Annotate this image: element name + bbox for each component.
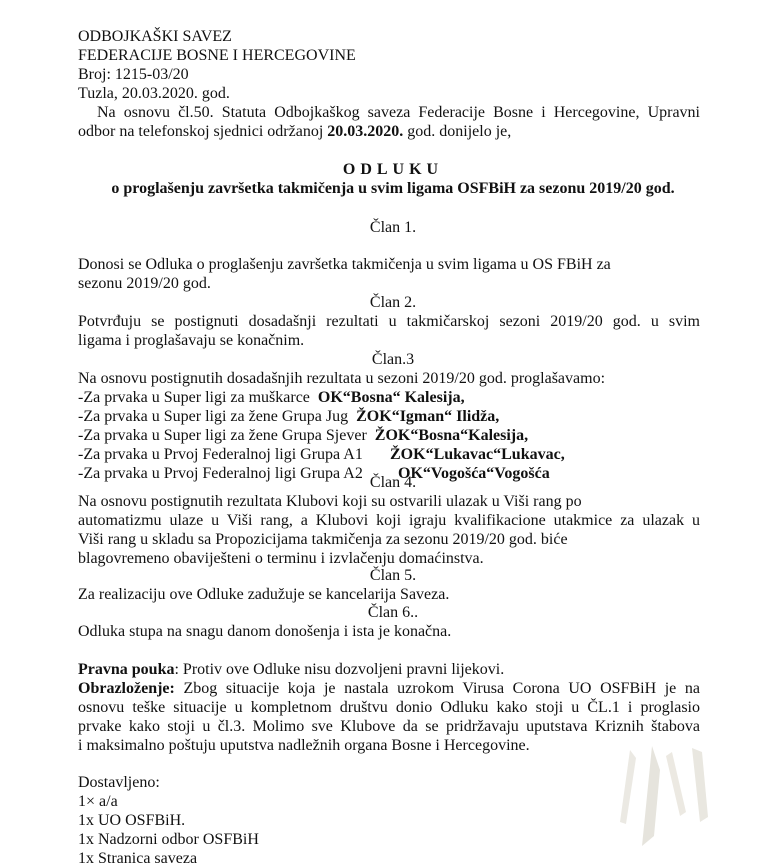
article-1-line1: Donosi se Odluka o proglašenju završetka takmičenja u svim ligama u OS FBiH za <box>78 256 611 273</box>
explanation-text: Zbog situacije koja je nastala uzrokom Virusa Corona UO OSFBiH je na <box>174 680 700 697</box>
article-3-intro: Na osnovu postignutih dosadašnjih rezultata u sezoni 2019/20 god. proglašavamo: <box>78 370 606 387</box>
article-4-line3: Viši rang u skladu sa Propozicijama takmičenja za sezonu 2019/20 god. biće <box>78 531 568 548</box>
distribution-item: 1× a/a <box>78 793 118 810</box>
champion-row <box>78 426 528 445</box>
champion-league: -Za prvaka u Prvoj Federalnoj ligi Grupa A2 <box>78 465 363 482</box>
decision-subtitle: o proglašenju završetka takmičenja u svim ligama OSFBiH za sezonu 2019/20 god. <box>111 180 675 197</box>
explanation-line2: osnovu teške situacije u kompletnom društvu donio Odluku kako stoji u ČL.1 i proglasio <box>78 699 700 716</box>
article-6-line1: Odluka stupa na snagu danom donošenja i ista je konačna. <box>78 623 452 640</box>
distribution-item: 1x UO OSFBiH. <box>78 812 186 829</box>
legal-remedy-text: : Protiv ove Odluke nisu dozvoljeni pravni lijekovi. <box>174 661 505 678</box>
distribution-item: 1x Stranica saveza <box>78 850 198 867</box>
intro-text-end: god. donijelo je, <box>403 123 512 140</box>
article-2-line1: Potvrđuju se postignuti dosadašnji rezultati u takmičarskoj sezoni 2019/20 god. u svim <box>78 313 700 330</box>
champion-club: OK“Vogošća“Vogošća <box>398 465 550 482</box>
intro-line2 <box>78 122 511 141</box>
champion-row <box>78 445 565 464</box>
article-2-line2: ligama i proglašavaju se konačnim. <box>78 332 305 349</box>
legal-remedy-label: Pravna pouka <box>78 661 175 678</box>
org-name-line2: FEDERACIJE BOSNE I HERCEGOVINE <box>78 47 356 64</box>
distribution-item: 1x Nadzorni odbor OSFBiH <box>78 831 259 848</box>
article-6-heading: Član 6.. <box>367 604 419 621</box>
federation-logo-watermark-icon <box>600 742 730 852</box>
intro-text: odbor na telefonskoj sjednici održanoj <box>78 123 328 140</box>
explanation-line4: i maksimalno poštuju uputstva nadležnih organa Bosne i Hercegovine. <box>78 737 530 754</box>
champion-row <box>78 407 499 426</box>
champion-club: ŽOK“Lukavac“Lukavac, <box>390 446 565 463</box>
champion-league: -Za prvaka u Super ligi za muškarce <box>78 389 310 406</box>
champion-club: ŽOK“Igman“ Ilidža, <box>356 408 500 425</box>
intro-line1: Na osnovu čl.50. Statuta Odbojkaškog saveza Federacije Bosne i Hercegovine, Upravni <box>97 104 700 121</box>
article-4-line2: automatizmu ulaze u Viši rang, a Klubovi koji igraju kvalifikacione utakmice za ulazak u <box>78 512 700 529</box>
article-5-line1: Za realizaciju ove Odluke zadužuje se kancelarija Saveza. <box>78 586 450 603</box>
explanation-line3: prvake kako stoji u čl.3. Molimo sve Klubove da se pridržavaju uputstava Kriznih štabova <box>78 718 700 735</box>
explanation-line1 <box>78 679 700 698</box>
article-5-heading: Član 5. <box>369 567 417 584</box>
org-name-line1: ODBOJKAŠKI SAVEZ <box>78 28 232 45</box>
article-4-heading: Član 4. <box>369 474 417 491</box>
place-date: Tuzla, 20.03.2020. god. <box>78 85 230 102</box>
champion-league: -Za prvaka u Prvoj Federalnoj ligi Grupa A1 <box>78 446 363 463</box>
champion-league: -Za prvaka u Super ligi za žene Grupa Sjever <box>78 427 367 444</box>
distribution-label: Dostavljeno: <box>78 774 160 791</box>
decision-title: ODLUKU <box>342 161 444 178</box>
article-4-line4: blagovremeno obaviješteni o terminu i izvlačenju domaćinstva. <box>78 550 484 567</box>
champion-league: -Za prvaka u Super ligi za žene Grupa Jug <box>78 408 349 425</box>
champion-row <box>78 388 465 407</box>
explanation-label: Obrazloženje: <box>78 680 175 697</box>
article-4-line1: Na osnovu postignutih rezultata Klubovi koji su ostvarili ulazak u Viši rang po <box>78 493 582 510</box>
article-1-line2: sezonu 2019/20 god. <box>78 275 211 292</box>
article-1-heading: Član 1. <box>369 219 417 236</box>
article-2-heading: Član 2. <box>369 294 417 311</box>
champion-club: ŽOK“Bosna“Kalesija, <box>374 427 529 444</box>
document-number: Broj: 1215-03/20 <box>78 66 189 83</box>
legal-remedy <box>78 660 504 679</box>
session-date: 20.03.2020. <box>327 123 404 140</box>
champion-club: OK“Bosna“ Kalesija, <box>317 389 465 406</box>
article-3-heading: Član.3 <box>371 351 415 368</box>
